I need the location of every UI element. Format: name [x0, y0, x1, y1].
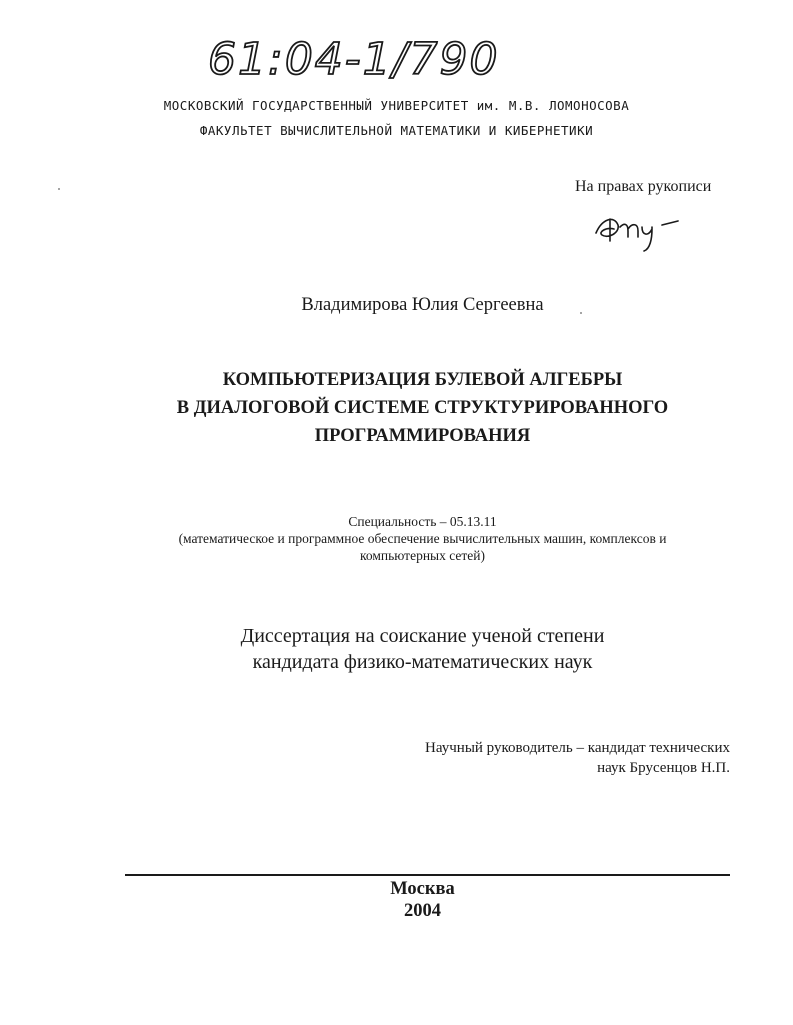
archive-code-text: 61:04-1/790 — [208, 34, 500, 85]
year: 2004 — [404, 901, 441, 921]
title-line: В ДИАЛОГОВОЙ СИСТЕМЕ СТРУКТУРИРОВАННОГО — [176, 398, 669, 418]
scan-speck — [580, 312, 582, 314]
university-name: МОСКОВСКИЙ ГОСУДАРСТВЕННЫЙ УНИВЕРСИТЕТ им. М.В. ЛОМОНОСОВА — [163, 98, 630, 113]
degree-line: кандидата физико-математических наук — [252, 651, 593, 673]
title-line: КОМПЬЮТЕРИЗАЦИЯ БУЛЕВОЙ АЛГЕБРЫ — [222, 370, 623, 390]
scan-speck — [58, 188, 60, 190]
footer-divider — [125, 874, 730, 876]
specialty-block — [0, 513, 793, 564]
specialty-description-line: компьютерных сетей) — [359, 548, 486, 563]
rights-notice: На правах рукописи — [575, 178, 712, 195]
footer-block — [0, 878, 793, 922]
signature — [592, 205, 702, 255]
faculty-name: ФАКУЛЬТЕТ ВЫЧИСЛИТЕЛЬНОЙ МАТЕМАТИКИ И КИБЕРНЕТИКИ — [199, 123, 594, 138]
title-line: ПРОГРАММИРОВАНИЯ — [314, 426, 531, 446]
author-name: Владимирова Юлия Сергеевна — [301, 295, 544, 315]
degree-statement — [0, 623, 793, 675]
degree-line: Диссертация на соискание ученой степени — [240, 625, 605, 647]
city-name: Москва — [390, 879, 455, 899]
supervisor-line: Научный руководитель – кандидат технических — [425, 740, 730, 756]
specialty-code: Специальность – 05.13.11 — [348, 514, 497, 529]
supervisor-line: наук Брусенцов Н.П. — [597, 760, 730, 776]
specialty-description-line: (математическое и программное обеспечение вычислительных машин, комплексов и — [178, 531, 667, 546]
archive-code-handwritten — [200, 18, 510, 98]
dissertation-title — [0, 366, 793, 450]
supervisor-block — [425, 738, 730, 778]
